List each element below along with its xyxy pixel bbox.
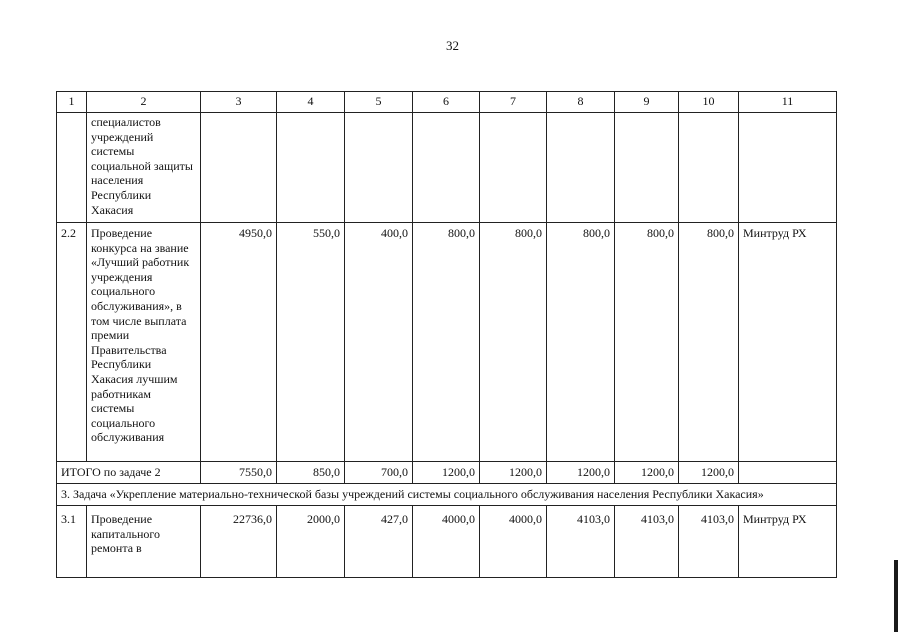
empty-cell	[201, 113, 277, 223]
header-cell: 4	[277, 92, 345, 113]
value-cell: 1200,0	[679, 462, 739, 484]
value-cell: 7550,0	[201, 462, 277, 484]
value-cell: 2000,0	[277, 506, 345, 578]
program-table	[56, 91, 837, 578]
value-cell: 800,0	[679, 223, 739, 462]
measure-name-cell: Проведение капитального ремонта в	[87, 506, 201, 578]
table-row-2-2	[57, 223, 837, 462]
empty-cell	[277, 113, 345, 223]
table-row-continuation	[57, 113, 837, 223]
empty-cell	[547, 113, 615, 223]
executor-cell	[739, 462, 837, 484]
table-header-row	[57, 92, 837, 113]
row-number-cell: 3.1	[57, 506, 87, 578]
value-cell: 800,0	[615, 223, 679, 462]
value-cell: 550,0	[277, 223, 345, 462]
value-cell: 4103,0	[679, 506, 739, 578]
page-number: 32	[446, 38, 459, 53]
value-cell: 1200,0	[547, 462, 615, 484]
executor-cell: Минтруд РХ	[739, 506, 837, 578]
value-cell: 22736,0	[201, 506, 277, 578]
header-cell: 5	[345, 92, 413, 113]
value-cell: 4950,0	[201, 223, 277, 462]
value-cell: 700,0	[345, 462, 413, 484]
value-cell: 800,0	[547, 223, 615, 462]
header-cell: 1	[57, 92, 87, 113]
table-row-3-1	[57, 506, 837, 578]
header-cell: 3	[201, 92, 277, 113]
empty-cell	[345, 113, 413, 223]
header-cell: 11	[739, 92, 837, 113]
executor-cell: Минтруд РХ	[739, 223, 837, 462]
value-cell: 4103,0	[547, 506, 615, 578]
header-cell: 10	[679, 92, 739, 113]
header-cell: 7	[480, 92, 547, 113]
scan-edge-mark	[894, 560, 898, 632]
row-number-cell	[57, 113, 87, 223]
value-cell: 1200,0	[413, 462, 480, 484]
table-row-total-task-2	[57, 462, 837, 484]
value-cell: 4000,0	[413, 506, 480, 578]
value-cell: 4000,0	[480, 506, 547, 578]
table-row-task-3	[57, 484, 837, 506]
header-cell: 8	[547, 92, 615, 113]
value-cell: 400,0	[345, 223, 413, 462]
empty-cell	[615, 113, 679, 223]
task-heading-cell: 3. Задача «Укрепление материально-технической базы учреждений системы социального обслуживания населения Республики Хакасия»	[57, 484, 837, 506]
value-cell: 800,0	[480, 223, 547, 462]
row-number-cell: 2.2	[57, 223, 87, 462]
header-cell: 9	[615, 92, 679, 113]
value-cell: 800,0	[413, 223, 480, 462]
empty-cell	[739, 113, 837, 223]
header-cell: 6	[413, 92, 480, 113]
header-cell: 2	[87, 92, 201, 113]
measure-name-cell: специалистов учреждений системы социальной защиты населения Республики Хакасия	[87, 113, 201, 223]
empty-cell	[679, 113, 739, 223]
empty-cell	[413, 113, 480, 223]
total-label-cell: ИТОГО по задаче 2	[57, 462, 201, 484]
value-cell: 4103,0	[615, 506, 679, 578]
empty-cell	[480, 113, 547, 223]
value-cell: 1200,0	[480, 462, 547, 484]
measure-name-cell: Проведение конкурса на звание «Лучший работник учреждения социального обслуживания», в том числе выплата премии Правительства Республики Хакасия лучшим работникам системы социального обслуживания	[87, 223, 201, 462]
value-cell: 850,0	[277, 462, 345, 484]
value-cell: 1200,0	[615, 462, 679, 484]
value-cell: 427,0	[345, 506, 413, 578]
